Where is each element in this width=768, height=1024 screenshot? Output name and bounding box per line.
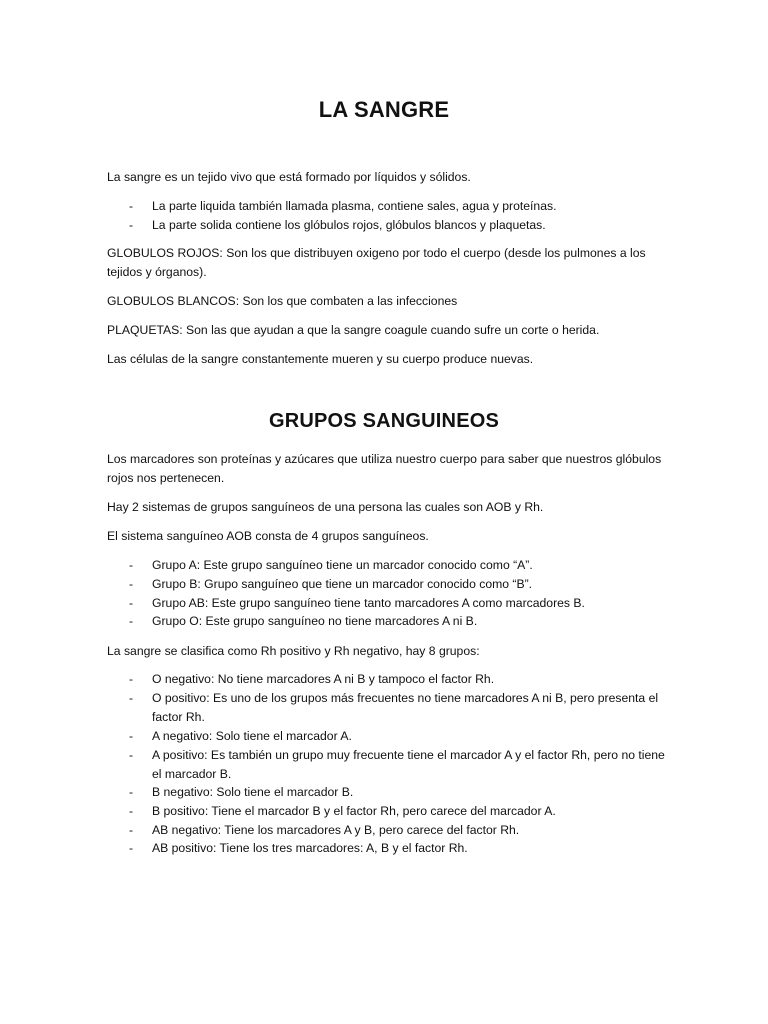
bullet-dash: -: [129, 729, 134, 743]
bullet-dash: -: [129, 672, 134, 686]
list-item-text: Grupo B: Grupo sanguíneo que tiene un marcador conocido como “B”.: [152, 577, 533, 591]
list-item-text: AB positivo: Tiene los tres marcadores: A, B y el factor Rh.: [152, 841, 468, 855]
rh-paragraph: La sangre se clasifica como Rh positivo y Rh negativo, hay 8 grupos:: [107, 644, 480, 658]
title-grupos-sanguineos: GRUPOS SANGUINEOS: [268, 410, 500, 432]
bullet-dash: -: [129, 691, 134, 705]
bullet-dash: -: [129, 785, 134, 799]
bullet-dash: -: [129, 614, 134, 628]
list-item-text: Grupo A: Este grupo sanguíneo tiene un marcador conocido como “A”.: [152, 558, 533, 572]
list-item-text: A positivo: Es también un grupo muy frecuente tiene el marcador A y el factor Rh, pero no tiene el marcador B.: [152, 748, 665, 781]
intro-paragraph: La sangre es un tejido vivo que está formado por líquidos y sólidos.: [107, 170, 471, 184]
list-item-text: O negativo: No tiene marcadores A ni B y tampoco el factor Rh.: [152, 672, 495, 686]
bullet-dash: -: [129, 577, 134, 591]
bullet-dash: -: [129, 199, 134, 213]
bullet-dash: -: [129, 558, 134, 572]
list-item-text: AB negativo: Tiene los marcadores A y B, pero carece del factor Rh.: [152, 823, 520, 837]
list-item-text: A negativo: Solo tiene el marcador A.: [152, 729, 352, 743]
celulas-paragraph: Las células de la sangre constantemente mueren y su cuerpo produce nuevas.: [107, 352, 534, 366]
bullet-dash: -: [129, 804, 134, 818]
bullet-dash: -: [129, 823, 134, 837]
list-item-text: Grupo AB: Este grupo sanguíneo tiene tanto marcadores A como marcadores B.: [152, 596, 585, 610]
bullet-dash: -: [129, 218, 134, 232]
aob-paragraph: El sistema sanguíneo AOB consta de 4 grupos sanguíneos.: [107, 529, 429, 543]
globulos-blancos-paragraph: GLOBULOS BLANCOS: Son los que combaten a las infecciones: [107, 294, 458, 308]
plaquetas-paragraph: PLAQUETAS: Son las que ayudan a que la sangre coagule cuando sufre un corte o herida.: [107, 323, 600, 337]
sistemas-paragraph: Hay 2 sistemas de grupos sanguíneos de una persona las cuales son AOB y Rh.: [107, 500, 544, 514]
marcadores-paragraph: Los marcadores son proteínas y azúcares que utiliza nuestro cuerpo para saber que nuestros glóbulos rojos nos pertenecen.: [107, 452, 662, 485]
list-item-text: La parte liquida también llamada plasma, contiene sales, agua y proteínas.: [152, 199, 557, 213]
list-item-text: La parte solida contiene los glóbulos rojos, glóbulos blancos y plaquetas.: [152, 218, 546, 232]
list-item-text: O positivo: Es uno de los grupos más frecuentes no tiene marcadores A ni B, pero presenta el factor Rh.: [152, 691, 659, 724]
globulos-rojos-paragraph: GLOBULOS ROJOS: Son los que distribuyen oxigeno por todo el cuerpo (desde los pulmones a los tejidos y órganos).: [107, 246, 646, 279]
bullet-dash: -: [129, 841, 134, 855]
list-item-text: B negativo: Solo tiene el marcador B.: [152, 785, 354, 799]
list-item-text: B positivo: Tiene el marcador B y el factor Rh, pero carece del marcador A.: [152, 804, 556, 818]
title-la-sangre: LA SANGRE: [318, 97, 450, 122]
bullet-dash: -: [129, 596, 134, 610]
bullet-dash: -: [129, 748, 134, 762]
list-item-text: Grupo O: Este grupo sanguíneo no tiene marcadores A ni B.: [152, 614, 478, 628]
